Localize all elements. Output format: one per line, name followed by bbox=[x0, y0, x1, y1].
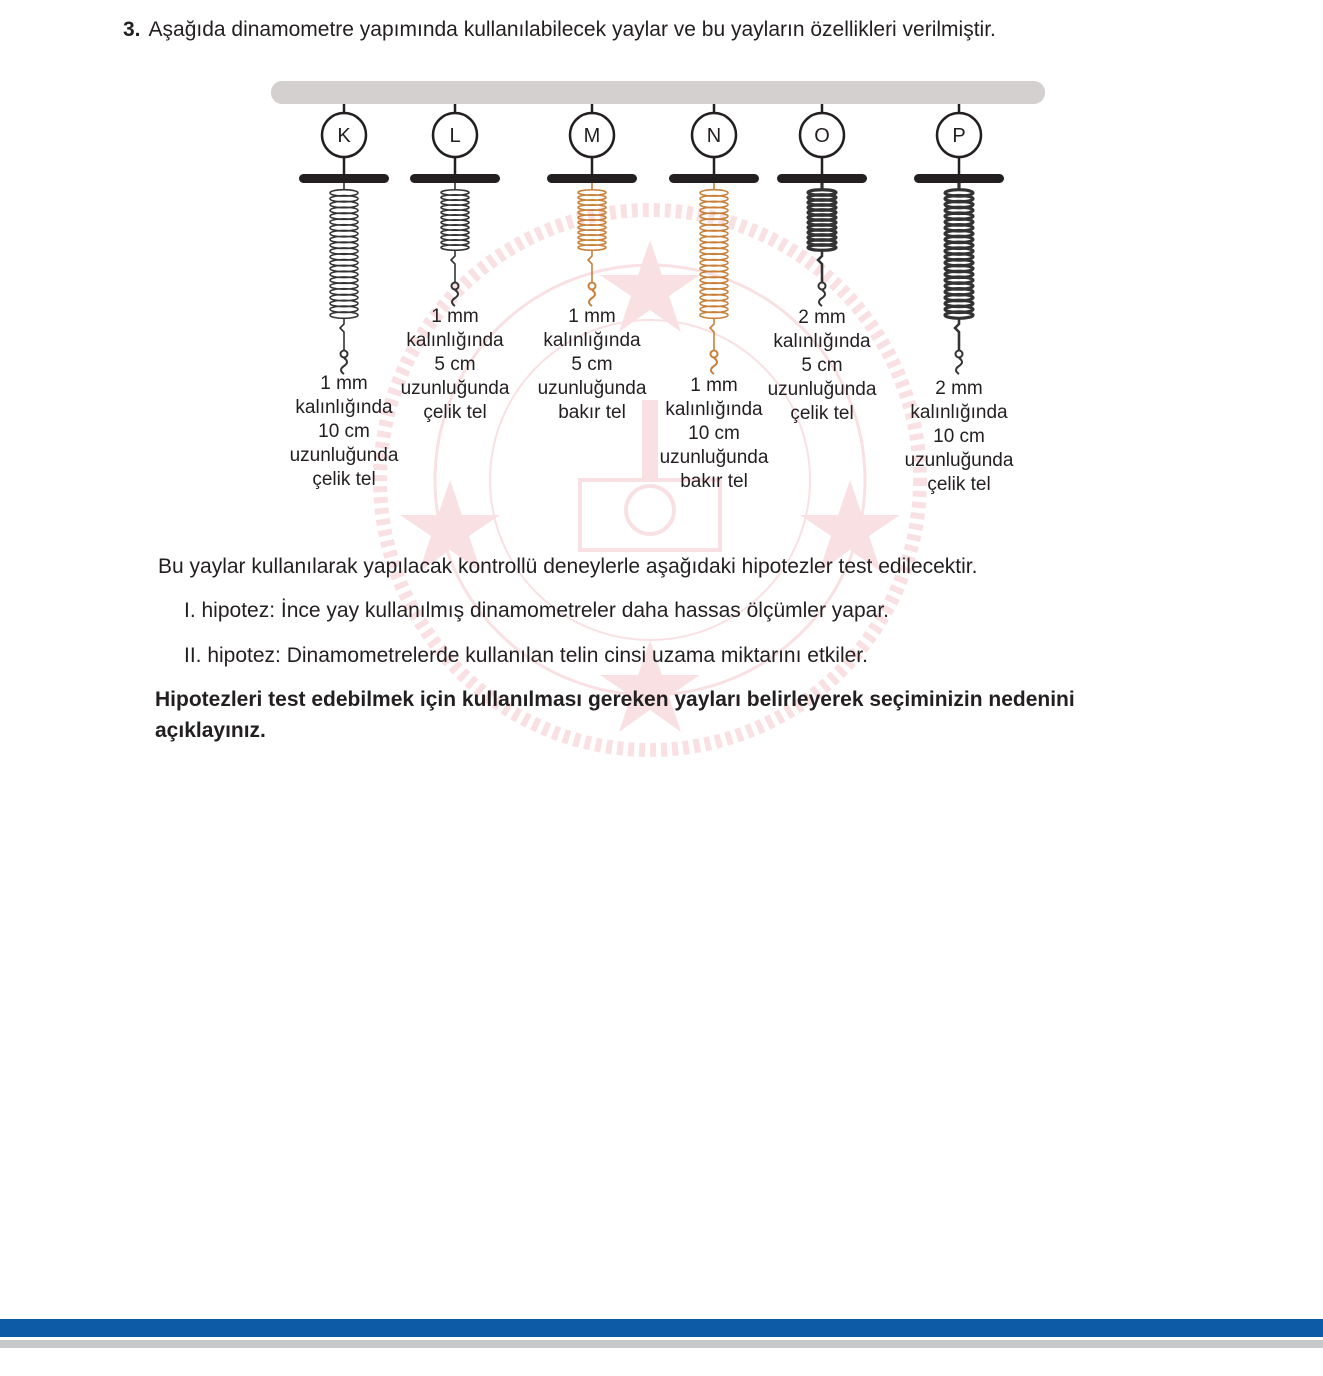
spring-label-line: kalınlığında bbox=[295, 397, 393, 418]
spring-label-line: 10 cm bbox=[933, 426, 985, 447]
spring-letter: O bbox=[814, 125, 830, 147]
spring-label-line: çelik tel bbox=[927, 474, 991, 495]
spring-label-line: 1 mm bbox=[568, 306, 616, 327]
spring-coils bbox=[808, 190, 836, 251]
question-intro: Aşağıda dinamometre yapımında kullanılabilecek yaylar ve bu yayların özellikleri verilmiştir. bbox=[148, 18, 996, 41]
hook-ring bbox=[589, 283, 596, 290]
hook-icon bbox=[819, 290, 825, 306]
spring-label-line: 5 cm bbox=[434, 354, 476, 375]
spring-label-line: 1 mm bbox=[431, 306, 479, 327]
spring-letter: N bbox=[706, 125, 722, 147]
mount-bar bbox=[914, 174, 1004, 183]
hook-icon bbox=[452, 290, 458, 306]
hook-ring bbox=[819, 283, 826, 290]
spring-label-line: çelik tel bbox=[312, 469, 376, 490]
hook-icon bbox=[956, 358, 962, 374]
spring-letter: P bbox=[952, 125, 966, 147]
spring-label-line: bakır tel bbox=[558, 402, 626, 423]
spring-o bbox=[777, 104, 867, 306]
spring-label-line: kalınlığında bbox=[910, 402, 1008, 423]
spring-label-line: 5 cm bbox=[801, 355, 843, 376]
spring-label-line: 2 mm bbox=[798, 307, 846, 328]
mount-bar bbox=[547, 174, 637, 183]
spring-label-p bbox=[889, 377, 1029, 497]
spring-label-l bbox=[385, 305, 525, 425]
ceiling-bar bbox=[271, 81, 1045, 104]
spring-label-line: uzunluğunda bbox=[767, 379, 877, 400]
hook-icon bbox=[711, 358, 717, 374]
spring-label-line: uzunluğunda bbox=[289, 445, 399, 466]
hook-icon bbox=[589, 290, 595, 306]
spring-m bbox=[547, 104, 637, 306]
mount-bar bbox=[299, 174, 389, 183]
hypothesis-1: I. hipotez: İnce yay kullanılmış dinamometreler daha hassas ölçümler yapar. bbox=[184, 599, 890, 622]
spring-coils bbox=[700, 190, 728, 319]
spring-p bbox=[914, 104, 1004, 374]
spring-coils bbox=[441, 190, 469, 251]
spring-label-line: 10 cm bbox=[318, 421, 370, 442]
footer-blue-bar bbox=[0, 1319, 1323, 1337]
spring-label-o bbox=[752, 306, 892, 426]
spring-label-line: çelik tel bbox=[790, 403, 854, 424]
hook-ring bbox=[452, 283, 459, 290]
footer-gray-bar bbox=[0, 1340, 1323, 1348]
spring-coils bbox=[945, 190, 973, 319]
spring-letter: M bbox=[583, 125, 601, 147]
spring-label-line: bakır tel bbox=[680, 471, 748, 492]
spring-label-line: 10 cm bbox=[688, 423, 740, 444]
paragraph-intro: Bu yaylar kullanılarak yapılacak kontrollü deneylerle aşağıdaki hipotezler test edilecektir. bbox=[158, 555, 978, 578]
spring-coils bbox=[330, 190, 358, 319]
hook-ring bbox=[711, 351, 718, 358]
mount-bar bbox=[410, 174, 500, 183]
spring-wire bbox=[955, 318, 959, 350]
spring-label-line: 1 mm bbox=[320, 373, 368, 394]
spring-label-line: kalınlığında bbox=[773, 331, 871, 352]
spring-label-line: 5 cm bbox=[571, 354, 613, 375]
spring-label-line: 1 mm bbox=[690, 375, 738, 396]
spring-l bbox=[410, 104, 500, 306]
hook-ring bbox=[956, 351, 963, 358]
spring-wire bbox=[451, 250, 455, 282]
question-prompt: Hipotezleri test edebilmek için kullanılması gereken yayları belirleyerek seçiminizin nedenini açıklayınız. bbox=[155, 688, 1075, 742]
spring-n bbox=[669, 104, 759, 374]
spring-label-line: uzunluğunda bbox=[659, 447, 769, 468]
spring-k bbox=[299, 104, 389, 374]
spring-wire bbox=[340, 318, 344, 350]
spring-wire bbox=[818, 250, 822, 282]
question-number: 3. bbox=[123, 18, 141, 41]
spring-letter: L bbox=[449, 125, 461, 147]
hook-ring bbox=[341, 351, 348, 358]
spring-label-line: uzunluğunda bbox=[400, 378, 510, 399]
spring-coils bbox=[578, 190, 606, 251]
spring-label-line: 2 mm bbox=[935, 378, 983, 399]
mount-bar bbox=[669, 174, 759, 183]
spring-letter: K bbox=[337, 125, 351, 147]
hypothesis-2: II. hipotez: Dinamometrelerde kullanılan telin cinsi uzama miktarını etkiler. bbox=[184, 644, 868, 667]
spring-label-line: uzunluğunda bbox=[537, 378, 647, 399]
spring-label-line: çelik tel bbox=[423, 402, 487, 423]
spring-label-line: kalınlığında bbox=[406, 330, 504, 351]
spring-wire bbox=[588, 250, 592, 282]
spring-label-line: kalınlığında bbox=[665, 399, 763, 420]
spring-wire bbox=[710, 318, 714, 350]
mount-bar bbox=[777, 174, 867, 183]
spring-label-line: uzunluğunda bbox=[904, 450, 1014, 471]
spring-label-m bbox=[522, 305, 662, 425]
spring-label-line: kalınlığında bbox=[543, 330, 641, 351]
